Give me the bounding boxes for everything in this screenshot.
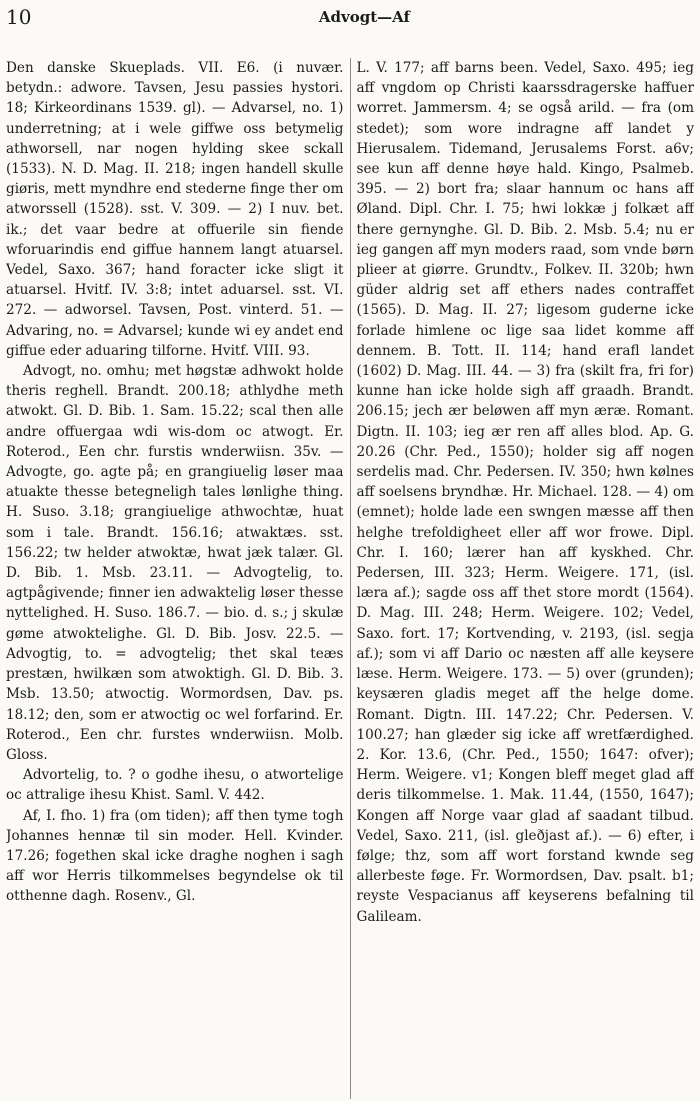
entry-paragraph: L. V. 177; aff barns been. Vedel, Saxo. 495; ieg aff vngdom op Christi kaarssdragerske haffuer worret. Jammersm. 4; se også arild. — fra (om stedet); som wore indragne aff landet y Hierusalem. Tidemand, Jerusalems Forst. a6v; see kun aff denne høye hald. Kingo, Psalmeb. 395. — 2) bort fra; slaar hannum oc hans aff Øland. Dipl. Chr. I. 75; hwi lokkæ j folkæt aff there gernynghe. Gl. D. Bib. 2. Msb. 5.4; nu er ieg gangen aff myn moders raad, som vnde børn plieer at giørre. Grundtv., Folkev. II. 320b; hwn güder aldrig set aff ethers nades contraffet (1565). D. Mag. II. 27; ligesom guderne icke forlade himlene oc lige saa lidet komme aff dennem. B. Tott. II. 114; hand erafl landet (1602) D. Mag. III. 44. — 3) fra (skilt fra, fri for) kunne han icke holde sigh aff graadh. Brandt. 206.15; jech ær beløwen aff myn æræ. Romant. Digtn. II. 103; ieg ær ren aff alles blod. Ap. G. 20.26 (Chr. Ped., 1550); holder sig aff nogen serdelis mad. Chr. Pedersen. IV. 350; hwn kølnes aff soelsens bryndhæ. Hr. Michael. 128. — 4) om (emnet); holde lade een swngen mæsse aff then helghe trefoldigheet eller aff wor frowe. Dipl. Chr. I. 160; lærer han aff kyskhed. Chr. Pedersen, III. 323; Herm. Weigere. 171, (isl. læra af.); sagde oss aff thet store mordt (1564). D. Mag. III. 248; Herm. Weigere. 102; Vedel, Saxo. fort. 17; Kortvending, v. 2193, (isl. segja af.); som vi aff Dario oc næsten aff alle keysere læse. Herm. Weigere. 173. — 5) over (grunden); keysæren gladis meget aff the helge dome. Romant. Digtn. III. 147.22; Chr. Pedersen. V. 100.27; han glæder sig icke aff wretfærdighed. 2. Kor. 13.6, (Chr. Ped., 1550; 1647: ofver); Herm. Weigere. v1; Kongen bleff meget glad aff deris tilkommelse. 1. Mak. 11.44, (1550, 1647); Kongen aff Norge vaar glad af saadant tilbud. Vedel, Saxo. 211, (isl. glеðjast af.). — 6) efter, i følge; thz, som aff wort forstand kwnde seg allerbeste føge. Fr. Wormordsen, Dav. psalt. b1; reyste Vespacianus aff keyserens befalning til Galileam. [356,60,694,925]
column-divider [350,58,351,1099]
entry-paragraph: Den danske Skueplads. VII. E6. (i nuvær. betydn.: adwore. Tavsen, Jesu passies hystori. 18; Kirkeordinans 1539. gl). — Advarsel, no. 1) underretning; at i wele giffwe oss betymelig athworsell, nar nogen hylding skee sckall (1533). N. D. Mag. II. 218; ingen handell skulle giøris, mett myndhre end stederne finge ther om atworssell (1528). sst. V. 309. — 2) I nuv. bet. ik.; det vaar bedre at offuerile sin fiende wforuarindis end giffue hannem langt atuarsel. Vedel, Saxo. 367; hand foracter icke sligt it atuarsel. Hvitf. IV. 3:8; intet aduarsel. sst. VI. 272. — adworsel. Tavsen, Post. vinterd. 51. — Advaring, no. = Advarsel; kunde wi ey andet end giffue eder aduaring tilforne. Hvitf. VIII. 93. [6,60,344,359]
running-head: Advogt—Af [318,8,410,26]
left-column [6,58,344,1099]
page-number: 10 [6,5,32,29]
entry-paragraph: Af, I. fho. 1) fra (om tiden); aff then tyme togh Johannes hennæ til sin moder. Hell. Kvinder. 17.26; fogethen skal icke draghe noghen i sagh aff wor Herris tilkommelses begyndelse ok til otthenne dagh. Rosenv., Gl. [6,807,344,905]
page-header [6,6,690,36]
right-column [357,58,695,1099]
entry-paragraph: Advogt, no. omhu; met høgstæ adhwokt holde theris reghell. Brandt. 200.18; athlydhe meth atwokt. Gl. D. Bib. 1. Sam. 15.22; scal then alle andre offuergaa wdi wis-dom oc atwogt. Er. Roterod., Een chr. furstis wnderwiisn. 35v. — Advogte, go. agte på; en grangiuelig løser maa atuakte thesse betegneligh tales lønlighe thing. H. Suso. 3.18; grangiuelige athwochtæ, huat som i tale. Brandt. 156.16; atwaktæs. sst. 156.22; tw helder atwoktæ, hwat jæk talær. Gl. D. Bib. 1. Msb. 23.11. — Advogtelig, to. agtpågivende; finner ien adwaktelig løser thesse nyttelighed. H. Suso. 186.7. — bio. d. s.; j skulæ gøme atwoktelighe. Gl. D. Bib. Josv. 22.5. — Advogtig, to. = advogtelig; thet skal teæs prestæn, hwilkæn som atwoktigh. Gl. D. Bib. 3. Msb. 13.50; atwoctig. Wormordsen, Dav. ps. 18.12; den, som er atwoctig oc wel forfarind. Er. Roterod., Een chr. furstes wnderwiisn. Molb. Gloss. [6,363,344,763]
text-columns [6,58,694,1099]
entry-paragraph: Advortelig, to. ? o godhe ihesu, o atwortelige oc attralige ihesu Khist. Saml. V. 442. [6,767,344,804]
